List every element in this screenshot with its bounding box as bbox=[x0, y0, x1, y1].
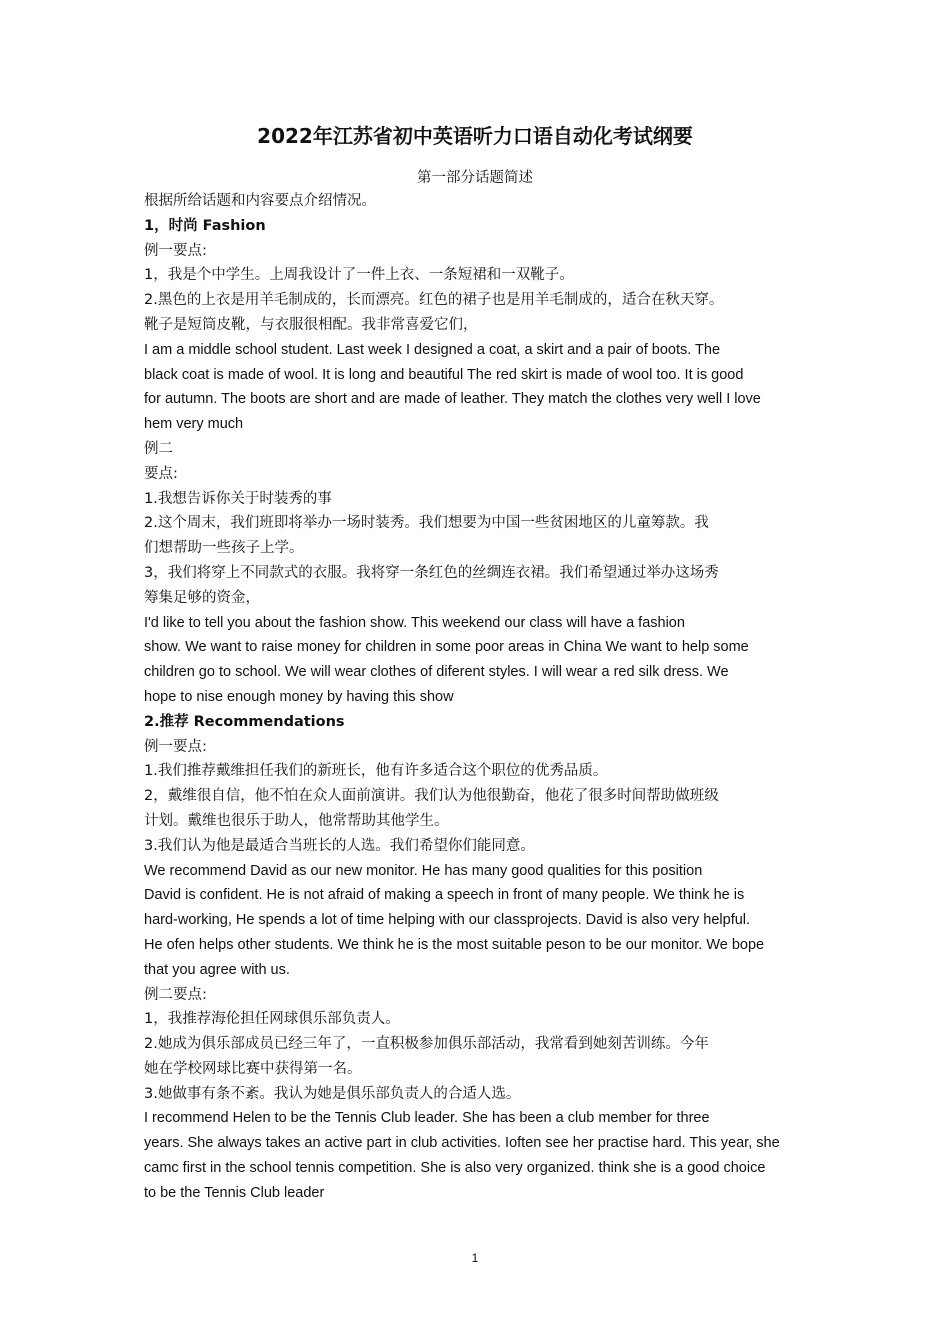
section-subtitle: 第一部分话题简述 bbox=[417, 170, 533, 186]
text-line: 3.她做事有条不紊。我认为她是俱乐部负责人的合适人选。 bbox=[144, 1085, 521, 1102]
section-heading: 2.推荐 Recommendations bbox=[144, 713, 345, 730]
text-line: 2.她成为俱乐部成员已经三年了，一直积极参加俱乐部活动，我常看到她刻苦训练。今年 bbox=[144, 1036, 709, 1053]
text-line: black coat is made of wool. It is long and beautiful The red skirt is made of wool too. It is good bbox=[144, 366, 744, 383]
text-line: 3，我们将穿上不同款式的衣服。我将穿一条红色的丝绸连衣裙。我们希望通过举办这场秀 bbox=[144, 564, 719, 581]
text-line: children go to school. We will wear clothes of diferent styles. I will wear a red silk dress. We bbox=[144, 664, 729, 681]
document-title: 2022年江苏省初中英语听力口语自动化考试纲要 bbox=[257, 124, 693, 148]
section-heading: 1，时尚 Fashion bbox=[144, 217, 266, 234]
text-line: 她在学校网球比赛中获得第一名。 bbox=[144, 1060, 362, 1077]
text-line: camc first in the school tennis competition. She is also very organized. think she is a good choice bbox=[144, 1160, 766, 1177]
text-line: hard-working, He spends a lot of time helping with our classprojects. David is also very helpful. bbox=[144, 912, 751, 929]
text-line: 例一要点: bbox=[144, 738, 207, 755]
text-line: 例二 bbox=[144, 440, 173, 457]
text-line: 1.我们推荐戴维担任我们的新班长，他有许多适合这个职位的优秀品质。 bbox=[144, 763, 608, 780]
text-line: I'd like to tell you about the fashion show. This weekend our class will have a fashion bbox=[144, 614, 685, 631]
text-line: that you agree with us. bbox=[144, 961, 290, 978]
text-line: 2，戴维很自信，他不怕在众人面前演讲。我们认为他很勤奋，他花了很多时间帮助做班级 bbox=[144, 788, 719, 805]
document-body bbox=[144, 189, 816, 1206]
text-line: We recommend David as our new monitor. He has many good qualities for this position bbox=[144, 862, 703, 879]
text-line: I recommend Helen to be the Tennis Club leader. She has been a club member for three bbox=[144, 1110, 710, 1127]
text-line: 1，我推荐海伦担任网球俱乐部负责人。 bbox=[144, 1011, 400, 1028]
text-line: 筹集足够的资金， bbox=[144, 589, 260, 606]
page-number: 1 bbox=[471, 1251, 479, 1265]
text-line: 要点: bbox=[144, 465, 178, 482]
text-line: 例二要点: bbox=[144, 986, 207, 1003]
text-line: 2.黑色的上衣是用羊毛制成的，长而漂亮。红色的裙子也是用羊毛制成的，适合在秋天穿。 bbox=[144, 292, 724, 309]
text-line: 根据所给话题和内容要点介绍情况。 bbox=[144, 193, 376, 209]
text-line: to be the Tennis Club leader bbox=[144, 1184, 325, 1201]
text-line: years. She always takes an active part in club activities. Ioften see her practise hard. This year, she bbox=[144, 1135, 780, 1152]
text-line: 们想帮助一些孩子上学。 bbox=[144, 540, 304, 557]
text-line: 2.这个周末，我们班即将举办一场时装秀。我们想要为中国一些贫困地区的儿童筹款。我 bbox=[144, 515, 709, 532]
text-line: 靴子是短筒皮靴，与衣服很相配。我非常喜爱它们， bbox=[144, 316, 478, 333]
text-line: 例一要点: bbox=[144, 242, 207, 259]
text-line: I am a middle school student. Last week I designed a coat, a skirt and a pair of boots. The bbox=[144, 341, 721, 358]
text-line: David is confident. He is not afraid of making a speech in front of many people. We think he is bbox=[144, 887, 745, 904]
text-line: show. We want to raise money for children in some poor areas in China We want to help some bbox=[144, 639, 749, 656]
text-line: 1.我想告诉你关于时装秀的事 bbox=[144, 490, 332, 507]
text-line: He ofen helps other students. We think he is the most suitable peson to be our monitor. We bope bbox=[144, 936, 765, 953]
text-line: 计划。戴维也很乐于助人，他常帮助其他学生。 bbox=[144, 812, 449, 829]
text-line: hope to nise enough money by having this show bbox=[144, 688, 454, 705]
text-line: hem very much bbox=[144, 416, 244, 433]
text-line: 3.我们认为他是最适合当班长的人选。我们希望你们能同意。 bbox=[144, 837, 535, 854]
text-line: for autumn. The boots are short and are made of leather. They match the clothes very well I love bbox=[144, 391, 761, 408]
text-line: 1，我是个中学生。上周我设计了一件上衣、一条短裙和一双靴子。 bbox=[144, 267, 574, 284]
